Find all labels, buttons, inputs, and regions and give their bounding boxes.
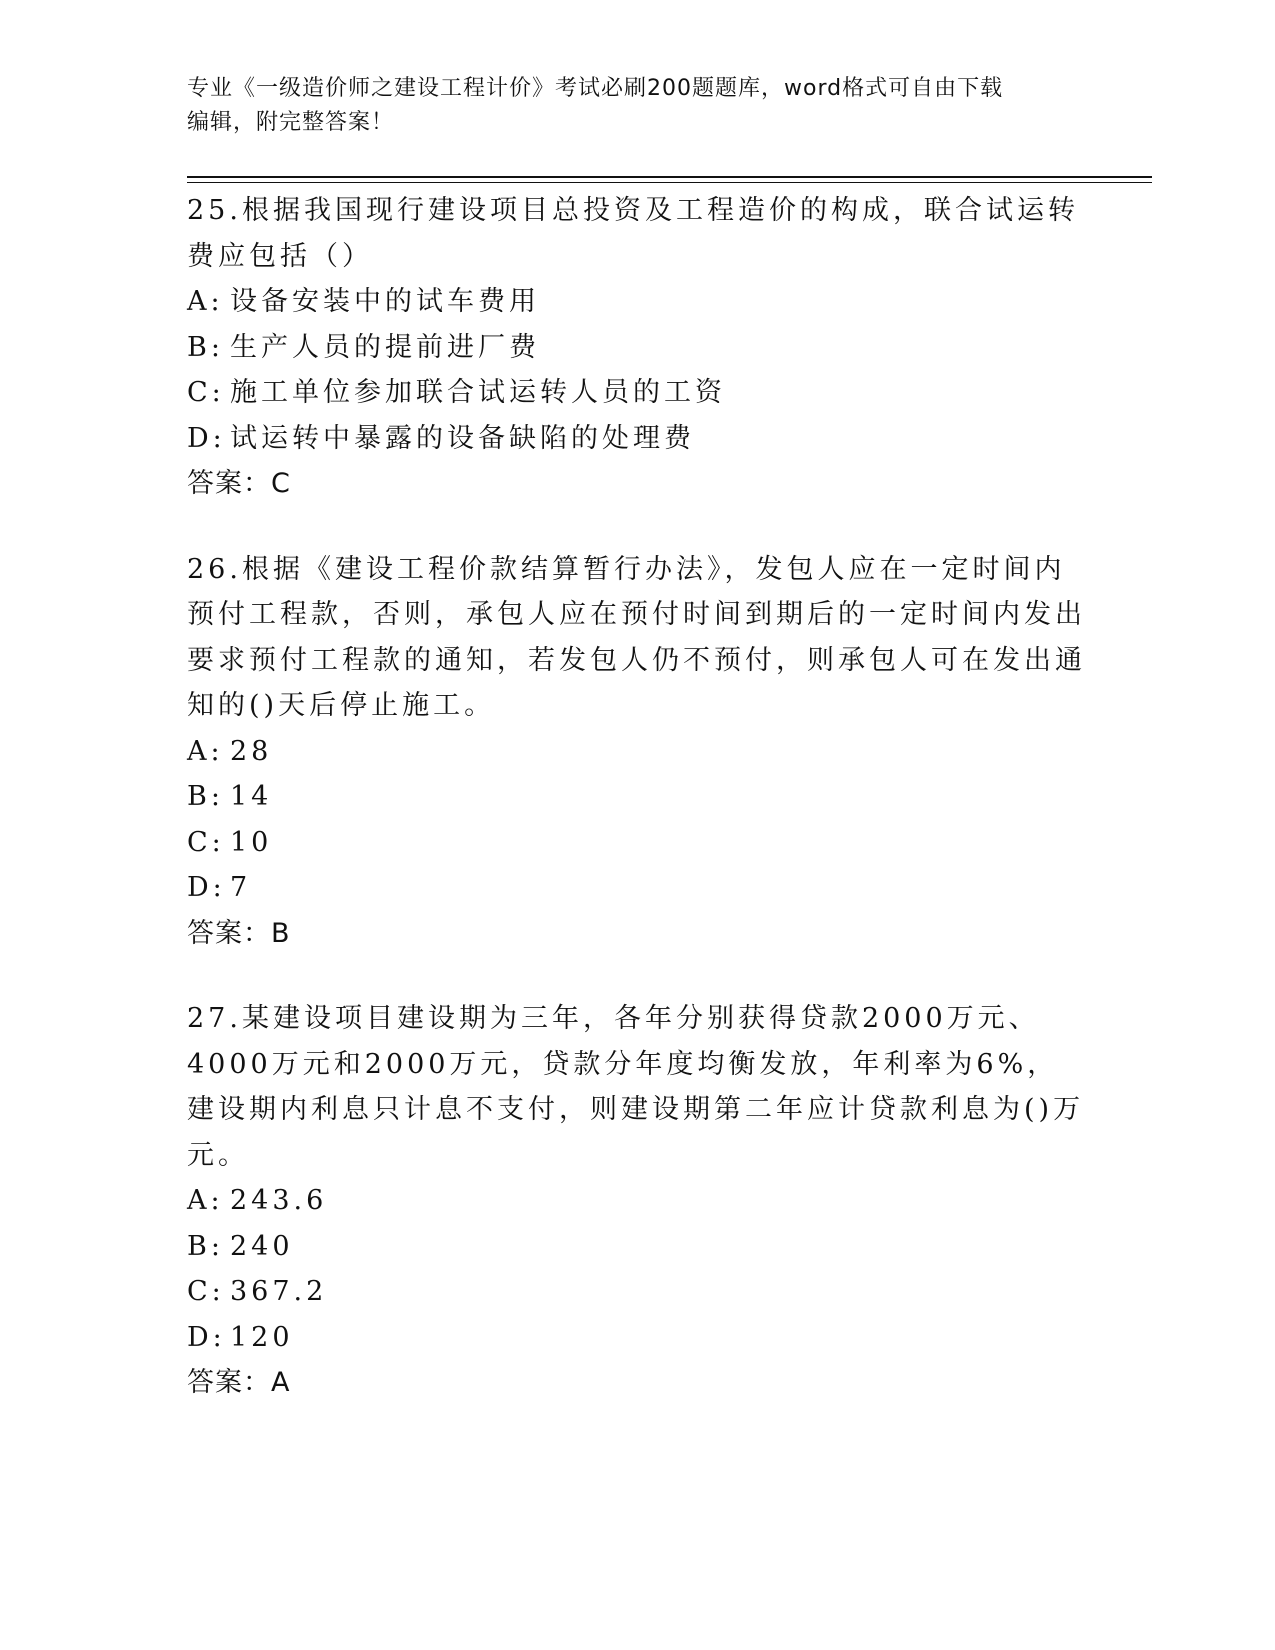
question-25	[187, 188, 1087, 507]
option-text: 施工单位参加联合试运转人员的工资	[230, 377, 726, 408]
option-c	[187, 1269, 1087, 1315]
option-letter: C:	[187, 826, 225, 858]
option-a	[187, 279, 1087, 325]
answer-line: 答案：A	[187, 1367, 291, 1398]
header-divider-thin	[187, 182, 1152, 183]
option-text: 试运转中暴露的设备缺陷的处理费	[230, 422, 695, 454]
header-line-1: 专业《一级造价师之建设工程计价》考试必刷200题题库，word格式可自由下载	[187, 76, 1004, 101]
answer-line: 答案：B	[187, 917, 291, 949]
option-letter: D:	[187, 1321, 226, 1353]
document-header	[187, 72, 1087, 140]
option-letter: D:	[187, 872, 226, 903]
option-b	[187, 1224, 1087, 1270]
option-c	[187, 820, 1087, 866]
option-letter: A:	[187, 1185, 224, 1216]
question-26	[187, 547, 1087, 957]
option-letter: B:	[187, 331, 224, 363]
option-letter: D:	[187, 422, 226, 454]
question-text: 27.某建设项目建设期为三年，各年分别获得贷款2000万元、4000万元和2000万元，贷款分年度均衡发放，年利率为6%，建设期内利息只计息不支付，则建设期第二年应计贷款利息为()万元。	[187, 1003, 1085, 1171]
option-text: 10	[230, 826, 273, 858]
option-text: 14	[230, 781, 273, 812]
option-a	[187, 729, 1087, 775]
option-letter: B:	[187, 1230, 224, 1262]
option-letter: C:	[187, 1276, 225, 1307]
option-text: 生产人员的提前进厂费	[230, 331, 540, 363]
option-text: 120	[230, 1321, 294, 1353]
option-text: 243.6	[230, 1185, 328, 1216]
option-text: 7	[230, 872, 252, 903]
option-a	[187, 1178, 1087, 1224]
option-d	[187, 416, 1087, 462]
question-list	[187, 188, 1087, 1446]
header-line-2: 编辑，附完整答案！	[187, 110, 395, 135]
option-text: 240	[230, 1230, 294, 1262]
option-d	[187, 1315, 1087, 1361]
option-letter: B:	[187, 781, 224, 812]
question-text: 25.根据我国现行建设项目总投资及工程造价的构成，联合试运转费应包括（）	[187, 195, 1079, 272]
option-b	[187, 325, 1087, 371]
option-b	[187, 774, 1087, 820]
option-letter: C:	[187, 377, 225, 408]
option-letter: A:	[187, 286, 224, 317]
option-text: 367.2	[230, 1276, 328, 1307]
header-divider-thick	[187, 176, 1152, 178]
question-text: 26.根据《建设工程价款结算暂行办法》，发包人应在一定时间内预付工程款，否则，承包人应在预付时间到期后的一定时间内发出要求预付工程款的通知，若发包人仍不预付，则承包人可在发出通知的()天后停止施工。	[187, 553, 1086, 721]
option-c	[187, 370, 1087, 416]
question-27	[187, 996, 1087, 1406]
answer-line: 答案：C	[187, 468, 291, 499]
option-d	[187, 865, 1087, 911]
option-text: 28	[230, 735, 273, 767]
option-letter: A:	[187, 735, 224, 767]
option-text: 设备安装中的试车费用	[230, 286, 540, 317]
